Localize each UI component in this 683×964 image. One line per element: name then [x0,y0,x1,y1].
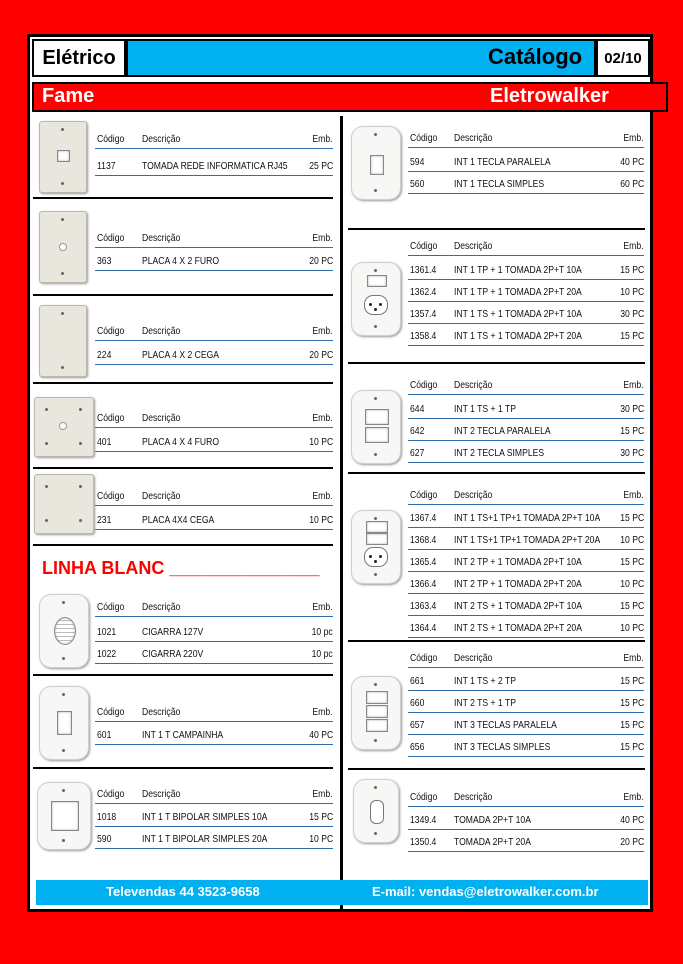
switch-socket-icon [351,262,401,336]
screw [61,182,64,185]
screw [374,453,377,456]
product-description: INT 1 TECLA SIMPLES [454,178,545,190]
group-separator [33,197,333,199]
screw [62,657,65,660]
buzzer-grille [54,617,76,645]
product-code: 1022 [97,648,117,660]
product-packaging: 15 PC [620,719,644,731]
switch-key [367,275,387,287]
column-header-description: Descrição [454,240,493,252]
group-separator [348,472,645,474]
product-packaging: 40 PC [620,814,644,826]
product-description: INT 2 TS + 1 TOMADA 2P+T 20A [454,622,582,634]
product-code: 594 [410,156,425,168]
column-header-emb: Emb. [623,379,644,391]
product-description: INT 1 TS+1 TP+1 TOMADA 2P+T 20A [454,534,601,546]
footer-phone: Televendas 44 3523-9658 [106,884,260,899]
screw [374,133,377,136]
row-underline [408,549,644,550]
product-packaging: 15 PC [620,697,644,709]
product-description: INT 2 TP + 1 TOMADA 2P+T 10A [454,556,582,568]
group-separator [33,544,333,546]
product-packaging: 30 PC [620,403,644,415]
product-packaging: 15 PC [620,425,644,437]
buzzer-icon [39,594,89,668]
double-switch-socket-icon [351,510,401,584]
column-header-emb: Emb. [312,412,333,424]
hole [59,243,67,251]
product-code: 1362.4 [410,286,437,298]
product-description: PLACA 4 X 2 FURO [142,255,220,267]
group-separator [33,382,333,384]
column-header-emb: Emb. [623,489,644,501]
product-description: INT 2 TECLA PARALELA [454,425,551,437]
row-underline [95,270,333,271]
product-packaging: 15 PC [620,741,644,753]
header-underline [95,803,333,804]
product-packaging: 25 PC [309,160,333,172]
column-header-description: Descrição [454,132,493,144]
product-description: INT 3 TECLAS PARALELA [454,719,557,731]
product-code: 560 [410,178,425,190]
brand-bar [32,82,668,112]
product-description: CIGARRA 220V [142,648,204,660]
column-header-emb: Emb. [623,132,644,144]
triple-switch-icon [351,676,401,750]
product-packaging: 30 PC [620,447,644,459]
column-header-code: Código [410,489,438,501]
product-code: 657 [410,719,425,731]
column-header-code: Código [97,133,125,145]
column-header-code: Código [97,706,125,718]
group-separator [33,294,333,296]
product-description: INT 1 TS + 1 TP [454,403,516,415]
row-underline [408,712,644,713]
product-packaging: 10 PC [309,436,333,448]
row-underline [408,571,644,572]
column-header-emb: Emb. [623,791,644,803]
column-header-emb: Emb. [312,601,333,613]
product-code: 644 [410,403,425,415]
screw [79,519,82,522]
product-code: 1365.4 [410,556,437,568]
page-number: 02/10 [604,49,642,67]
column-header-code: Código [97,788,125,800]
row-underline [95,848,333,849]
screw [61,218,64,221]
product-code: 661 [410,675,425,687]
row-underline [408,690,644,691]
column-header-emb: Emb. [623,240,644,252]
product-code: 231 [97,514,112,526]
switch-key [366,521,388,533]
header-underline [95,427,333,428]
switch-key [365,409,389,425]
column-header-description: Descrição [142,490,181,502]
screw [79,408,82,411]
product-description: INT 1 T BIPOLAR SIMPLES 20A [142,833,268,845]
socket-icon [353,779,399,843]
row-underline [408,462,644,463]
column-divider [340,116,343,912]
product-description: TOMADA REDE INFORMATICA RJ45 [142,160,288,172]
socket-outlet [364,547,388,567]
screw [62,693,65,696]
screw [374,739,377,742]
row-underline [408,440,644,441]
column-header-description: Descrição [142,601,181,613]
product-code: 401 [97,436,112,448]
header-underline [95,340,333,341]
product-code: 1361.4 [410,264,437,276]
column-header-code: Código [410,791,438,803]
group-separator [33,767,333,769]
product-description: INT 1 TP + 1 TOMADA 2P+T 20A [454,286,582,298]
product-packaging: 10 PC [620,622,644,634]
product-packaging: 15 PC [309,811,333,823]
product-packaging: 15 PC [620,264,644,276]
product-description: INT 3 TECLAS SIMPLES [454,741,551,753]
column-header-description: Descrição [454,791,493,803]
product-description: CIGARRA 127V [142,626,204,638]
column-header-code: Código [410,132,438,144]
switch-key [366,719,388,732]
product-code: 1137 [97,160,116,172]
screw [45,408,48,411]
group-separator [33,674,333,676]
product-packaging: 10 PC [620,578,644,590]
row-underline [408,851,644,852]
column-header-emb: Emb. [312,706,333,718]
column-header-description: Descrição [454,379,493,391]
screw [45,485,48,488]
screw [62,789,65,792]
product-description: INT 1 TS + 1 TOMADA 2P+T 10A [454,308,582,320]
company-name: Eletrowalker [490,85,609,107]
product-code: 1363.4 [410,600,437,612]
header-underline [408,667,644,668]
product-packaging: 20 PC [309,349,333,361]
column-header-code: Código [97,490,125,502]
product-packaging: 20 PC [309,255,333,267]
header-underline [95,247,333,248]
bell-switch-icon [39,686,89,760]
product-packaging: 30 PC [620,308,644,320]
socket-outlet [370,800,384,824]
screw [62,749,65,752]
row-underline [408,593,644,594]
socket-outlet [364,295,388,315]
row-underline [95,451,333,452]
double-switch-icon [351,390,401,464]
screw [61,272,64,275]
page-number-box [596,39,650,77]
product-code: 601 [97,729,112,741]
product-description: INT 1 TS+1 TP+1 TOMADA 2P+T 10A [454,512,601,524]
column-header-emb: Emb. [312,133,333,145]
product-description: INT 1 T BIPOLAR SIMPLES 10A [142,811,268,823]
switch-key [51,801,79,831]
header-underline [95,721,333,722]
product-description: PLACA 4X4 CEGA [142,514,215,526]
row-underline [408,637,644,638]
column-header-code: Código [97,601,125,613]
column-header-emb: Emb. [623,652,644,664]
product-description: INT 1 TP + 1 TOMADA 2P+T 10A [454,264,582,276]
row-underline [408,323,644,324]
product-description: INT 2 TS + 1 TOMADA 2P+T 10A [454,600,582,612]
plate-4x4-hole-icon [34,397,94,457]
row-underline [408,756,644,757]
product-packaging: 10 PC [309,833,333,845]
group-separator [348,228,645,230]
row-underline [408,615,644,616]
header-underline [95,505,333,506]
row-underline [95,744,333,745]
bipolar-switch-icon [37,782,91,850]
column-header-description: Descrição [142,706,181,718]
product-description: INT 1 TS + 1 TOMADA 2P+T 20A [454,330,582,342]
product-code: 656 [410,741,425,753]
column-header-code: Código [97,232,125,244]
switch-key [365,427,389,443]
product-packaging: 15 PC [620,556,644,568]
product-packaging: 15 PC [620,675,644,687]
product-code: 1367.4 [410,512,437,524]
screw [374,832,377,835]
screw [61,312,64,315]
hole [59,422,67,430]
product-code: 1364.4 [410,622,437,634]
row-underline [95,826,333,827]
column-header-description: Descrição [142,325,181,337]
catalog-title: Catálogo [488,44,583,69]
product-code: 1357.4 [410,308,437,320]
row-underline [95,641,333,642]
switch-key [366,705,388,718]
column-header-emb: Emb. [312,490,333,502]
group-separator [348,640,645,642]
switch-key [57,150,70,162]
header-underline [408,255,644,256]
product-packaging: 10 PC [309,514,333,526]
product-description: INT 2 TP + 1 TOMADA 2P+T 20A [454,578,582,590]
screw [45,442,48,445]
column-header-code: Código [97,325,125,337]
product-packaging: 15 PC [620,512,644,524]
switch-key [366,533,388,545]
screw [62,601,65,604]
switch-key [370,155,384,175]
screw [61,366,64,369]
product-code: 363 [97,255,112,267]
row-underline [95,364,333,365]
product-description: INT 2 TECLA SIMPLES [454,447,545,459]
product-code: 224 [97,349,112,361]
product-description: INT 2 TS + 1 TP [454,697,516,709]
product-packaging: 10 pc [311,626,333,638]
column-header-code: Código [410,379,438,391]
screw [374,786,377,789]
screw [374,325,377,328]
row-underline [95,175,333,176]
header-underline [408,806,644,807]
screw [374,269,377,272]
product-description: TOMADA 2P+T 20A [454,836,531,848]
product-code: 1358.4 [410,330,437,342]
screw [374,189,377,192]
product-packaging: 20 PC [620,836,644,848]
product-code: 1018 [97,811,117,823]
column-header-code: Código [97,412,125,424]
row-underline [408,171,644,172]
product-description: INT 1 T CAMPAINHA [142,729,224,741]
product-packaging: 60 PC [620,178,644,190]
row-underline [408,527,644,528]
row-underline [95,663,333,664]
row-underline [408,734,644,735]
product-packaging: 10 PC [620,286,644,298]
product-code: 1350.4 [410,836,437,848]
product-packaging: 10 pc [311,648,333,660]
rj45-plate-icon [39,121,87,193]
header-underline [408,147,644,148]
group-separator [348,362,645,364]
row-underline [408,279,644,280]
column-header-emb: Emb. [312,232,333,244]
column-header-description: Descrição [142,412,181,424]
switch-key [57,711,72,735]
category-box [32,39,126,77]
screw [45,519,48,522]
plate-4x2-hole-icon [39,211,87,283]
screw [62,839,65,842]
product-packaging: 15 PC [620,330,644,342]
brand-name: Fame [42,85,95,107]
product-description: PLACA 4 X 4 FURO [142,436,220,448]
header-underline [95,148,333,149]
row-underline [408,193,644,194]
column-header-description: Descrição [142,788,181,800]
product-code: 642 [410,425,425,437]
column-header-emb: Emb. [312,788,333,800]
product-packaging: 10 PC [620,534,644,546]
product-code: 1021 [97,626,117,638]
screw [374,397,377,400]
product-packaging: 15 PC [620,600,644,612]
single-switch-icon [351,126,401,200]
product-description: PLACA 4 X 2 CEGA [142,349,220,361]
switch-key [366,691,388,704]
plate-4x4-blank-icon [34,474,94,534]
product-code: 1349.4 [410,814,437,826]
screw [61,128,64,131]
screw [374,573,377,576]
row-underline [408,301,644,302]
product-code: 1368.4 [410,534,437,546]
product-description: TOMADA 2P+T 10A [454,814,531,826]
row-underline [408,829,644,830]
product-description: INT 1 TS + 2 TP [454,675,516,687]
product-code: 1366.4 [410,578,437,590]
column-header-code: Código [410,240,438,252]
screw [79,485,82,488]
product-code: 627 [410,447,425,459]
product-packaging: 40 PC [620,156,644,168]
plate-4x2-blank-icon [39,305,87,377]
product-code: 660 [410,697,425,709]
product-packaging: 40 PC [309,729,333,741]
header-underline [408,394,644,395]
column-header-code: Código [410,652,438,664]
footer-email: E-mail: vendas@eletrowalker.com.br [372,884,599,899]
screw [374,517,377,520]
group-separator [348,768,645,770]
row-underline [95,529,333,530]
product-code: 590 [97,833,112,845]
header-underline [408,504,644,505]
header-underline [95,616,333,617]
group-separator [33,467,333,469]
column-header-description: Descrição [142,232,181,244]
section-title: LINHA BLANC _______________ [42,558,320,578]
screw [79,442,82,445]
product-description: INT 1 TECLA PARALELA [454,156,551,168]
screw [374,683,377,686]
column-header-description: Descrição [454,489,493,501]
footer-bar [36,880,648,905]
row-underline [408,345,644,346]
row-underline [408,418,644,419]
category-title: Elétrico [42,46,116,69]
column-header-description: Descrição [454,652,493,664]
column-header-emb: Emb. [312,325,333,337]
column-header-description: Descrição [142,133,181,145]
